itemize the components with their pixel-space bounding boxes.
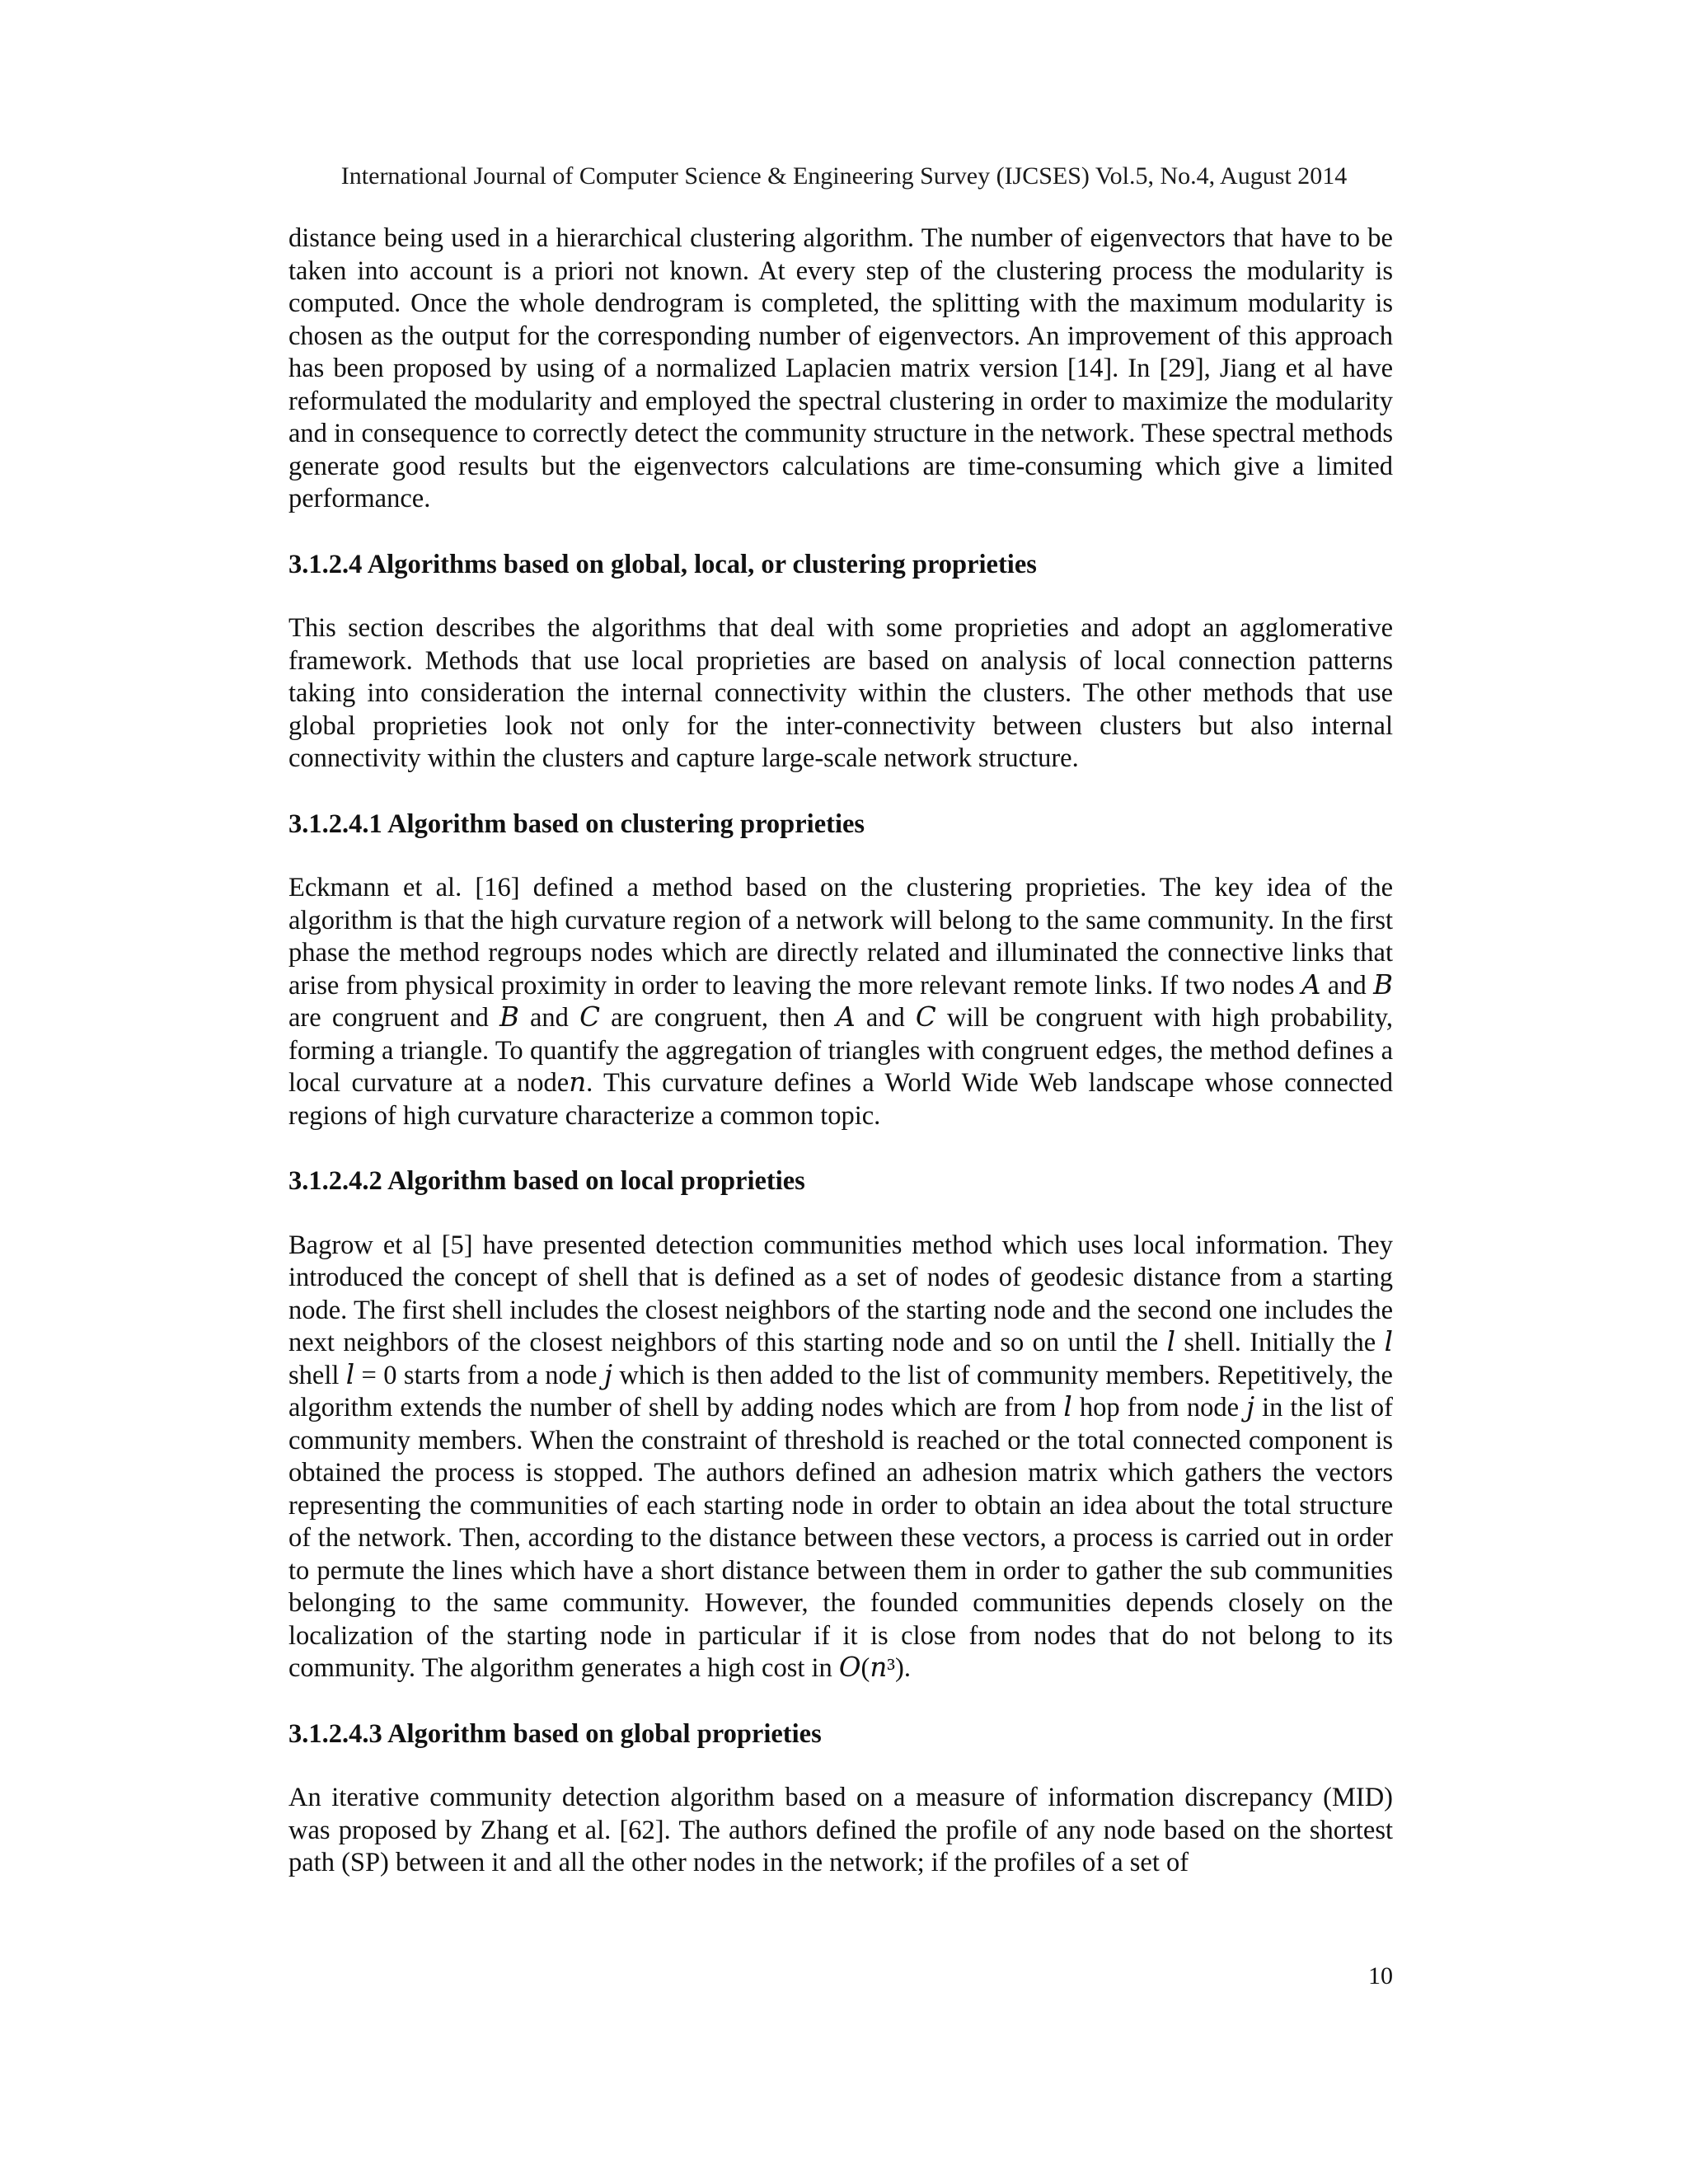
section-heading-3-1-2-4-1: 3.1.2.4.1 Algorithm based on clustering proprieties [288, 808, 865, 839]
section-heading-3-1-2-4-3: 3.1.2.4.3 Algorithm based on global proprieties [288, 1718, 822, 1749]
page-number: 10 [1368, 1962, 1393, 1990]
paragraph-clustering-proprieties: Eckmann et al. [16] defined a method based on the clustering proprieties. The key idea of the algorithm is that the high curvature region of a network will belong to the same community. In the first phase the method regroups nodes which are directly related and illuminated the connective links that arise from physical proximity in order to leaving the more relevant remote links. If two nodes 𝐴 and 𝐵 are congruent and 𝐵 and 𝐶 are congruent, then 𝐴 and 𝐶 will be congruent with high probability, forming a triangle. To quantify the aggregation of triangles with congruent edges, the method defines a local curvature at a node𝑛. This curvature defines a World Wide Web landscape whose connected regions of high curvature characterize a common topic. [288, 873, 1393, 1131]
paragraph-local-proprieties: Bagrow et al [5] have presented detection communities method which uses local information. They introduced the concept of shell that is defined as a set of nodes of geodesic distance from a starting node. The first shell includes the closest neighbors of the starting node and the second one includes the next neighbors of the closest neighbors of this starting node and so on until the 𝑙 shell. Initially the 𝑙 shell 𝑙 = 0 starts from a node 𝑗 which is then added to the list of community members. Repetitively, the algorithm extends the number of shell by adding nodes which are from 𝑙 hop from node 𝑗 in the list of community members. When the constraint of threshold is reached or the total connected component is obtained the process is stopped. The authors defined an adhesion matrix which gathers the vectors representing the communities of each starting node in order to obtain an idea about the total structure of the network. Then, according to the distance between these vectors, a process is carried out in order to permute the lines which have a short distance between them in order to gather the sub communities belonging to the same community. However, the founded communities depends closely on the localization of the starting node in particular if it is close from nodes that do not belong to its community. The algorithm generates a high cost in 𝑂(𝑛³). [288, 1230, 1393, 1683]
paragraph-proprieties-intro: This section describes the algorithms that deal with some proprieties and adopt an agglomerative framework. Methods that use local proprieties are based on analysis of local connection patterns taking into consideration the internal connectivity within the clusters. The other methods that use global proprieties look not only for the inter-connectivity between clusters but also internal connectivity within the clusters and capture large-scale network structure. [288, 613, 1393, 773]
paragraph-spectral-methods: distance being used in a hierarchical clustering algorithm. The number of eigenvectors that have to be taken into account is a priori not known. At every step of the clustering process the modularity is computed. Once the whole dendrogram is completed, the splitting with the maximum modularity is chosen as the output for the corresponding number of eigenvectors. An improvement of this approach has been proposed by using of a normalized Laplacien matrix version [14]. In [29], Jiang et al have reformulated the modularity and employed the spectral clustering in order to maximize the modularity and in consequence to correctly detect the community structure in the network. These spectral methods generate good results but the eigenvectors calculations are time-consuming which give a limited performance. [288, 223, 1393, 513]
section-heading-3-1-2-4-2: 3.1.2.4.2 Algorithm based on local proprieties [288, 1166, 805, 1196]
paragraph-global-proprieties: An iterative community detection algorithm based on a measure of information discrepancy (MID) was proposed by Zhang et al. [62]. The authors defined the profile of any node based on the shortest path (SP) between it and all the other nodes in the network; if the profiles of a set of [288, 1783, 1393, 1877]
section-heading-3-1-2-4: 3.1.2.4 Algorithms based on global, local, or clustering proprieties [288, 549, 1037, 579]
running-header: International Journal of Computer Science & Engineering Survey (IJCSES) Vol.5, No.4, August 2014 [340, 162, 1348, 190]
page-body [288, 223, 1393, 1913]
